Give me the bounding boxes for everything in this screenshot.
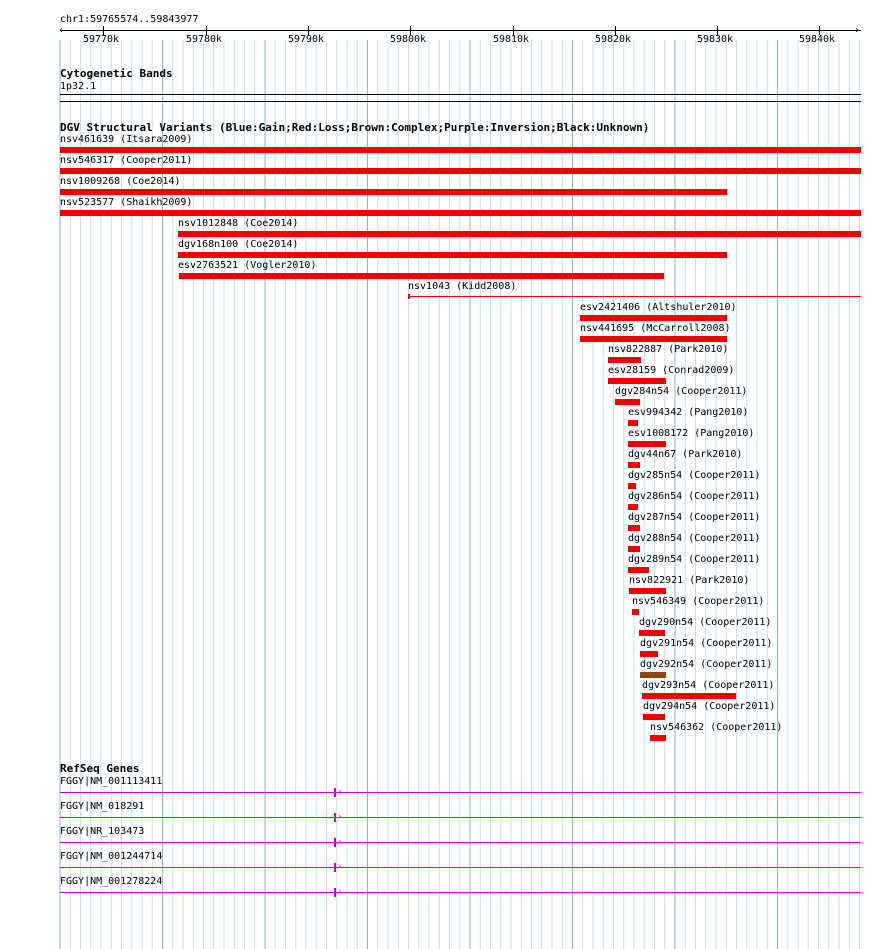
dgv-feature-label[interactable]: nsv546317 (Cooper2011) [60, 155, 193, 166]
dgv-feature-label[interactable]: dgv294n54 (Cooper2011) [643, 701, 776, 712]
dgv-feature-bar[interactable] [642, 693, 736, 699]
dgv-feature-label[interactable]: dgv288n54 (Cooper2011) [628, 533, 761, 544]
refseq-track-title: RefSeq Genes [60, 762, 140, 775]
ruler-coordinates: chr1:59765574..59843977 [60, 14, 199, 25]
dgv-feature-label[interactable]: esv994342 (Pang2010) [628, 407, 749, 418]
refseq-strand-arrow-icon: › [337, 787, 343, 797]
dgv-feature-bar[interactable] [608, 378, 666, 384]
dgv-feature-label[interactable]: nsv441695 (McCarroll2008) [580, 323, 731, 334]
dgv-feature-bar[interactable] [628, 525, 640, 531]
dgv-feature-bar[interactable] [639, 630, 665, 636]
dgv-feature-label[interactable]: nsv1009268 (Coe2014) [60, 176, 181, 187]
ruler-tick-label: 59840k [798, 34, 836, 45]
dgv-feature-bar[interactable] [580, 315, 727, 321]
ruler-tick-label: 59820k [594, 34, 632, 45]
dgv-feature-label[interactable]: dgv290n54 (Cooper2011) [639, 617, 772, 628]
refseq-exon-mark [334, 813, 336, 822]
dgv-feature-bar[interactable] [615, 399, 640, 405]
dgv-feature-label[interactable]: dgv285n54 (Cooper2011) [628, 470, 761, 481]
ruler-tick-label: 59790k [287, 34, 325, 45]
dgv-feature-label[interactable]: dgv292n54 (Cooper2011) [640, 659, 773, 670]
dgv-feature-bar[interactable] [178, 252, 727, 258]
dgv-feature-bar[interactable] [60, 189, 727, 195]
dgv-feature-label[interactable]: esv28159 (Conrad2009) [608, 365, 735, 376]
dgv-feature-bar[interactable] [640, 651, 658, 657]
ruler-tick-label: 59800k [389, 34, 427, 45]
dgv-feature-label[interactable]: dgv168n100 (Coe2014) [178, 239, 299, 250]
dgv-feature-bar[interactable] [60, 147, 861, 153]
refseq-strand-arrow-icon: › [337, 862, 343, 872]
dgv-feature-bar[interactable] [628, 567, 649, 573]
dgv-feature-bar[interactable] [628, 420, 638, 426]
refseq-exon-mark [334, 788, 336, 797]
refseq-strand-arrow-icon: › [337, 887, 343, 897]
dgv-feature-label[interactable]: dgv289n54 (Cooper2011) [628, 554, 761, 565]
dgv-feature-bar[interactable] [628, 441, 666, 447]
dgv-feature-bar[interactable] [643, 714, 665, 720]
dgv-feature-label[interactable]: nsv822887 (Park2010) [608, 344, 729, 355]
dgv-feature-bar[interactable] [628, 546, 640, 552]
ruler-right-arrow-icon: › [854, 25, 861, 36]
dgv-feature-bar[interactable] [60, 210, 861, 216]
dgv-feature-bar[interactable] [632, 609, 639, 615]
dgv-feature-label[interactable]: nsv822921 (Park2010) [629, 575, 750, 586]
dgv-feature-start-mark [408, 294, 410, 299]
ruler-axis [60, 30, 861, 31]
dgv-feature-label[interactable]: dgv286n54 (Cooper2011) [628, 491, 761, 502]
refseq-gene-label[interactable]: FGGY|NR_103473 [60, 826, 145, 837]
dgv-feature-label[interactable]: nsv1043 (Kidd2008) [408, 281, 517, 292]
ruler-left-arrow-icon: ‹ [58, 25, 65, 36]
dgv-track-title: DGV Structural Variants (Blue:Gain;Red:Loss;Brown:Complex;Purple:Inversion;Black:Unknown) [60, 121, 650, 134]
ruler-tick-label: 59830k [696, 34, 734, 45]
refseq-gene-label[interactable]: FGGY|NM_001113411 [60, 776, 163, 787]
dgv-feature-label[interactable]: dgv293n54 (Cooper2011) [642, 680, 775, 691]
dgv-feature-bar[interactable] [629, 588, 666, 594]
dgv-feature-label[interactable]: esv1008172 (Pang2010) [628, 428, 755, 439]
dgv-feature-bar[interactable] [408, 296, 861, 297]
dgv-feature-label[interactable]: dgv291n54 (Cooper2011) [640, 638, 773, 649]
cytoband-track-title: Cytogenetic Bands [60, 67, 173, 80]
dgv-feature-label[interactable]: nsv546362 (Cooper2011) [650, 722, 783, 733]
refseq-strand-arrow-icon: › [337, 837, 343, 847]
ruler-tick-label: 59810k [492, 34, 530, 45]
dgv-feature-bar[interactable] [628, 483, 636, 489]
refseq-gene-line[interactable] [60, 792, 861, 793]
refseq-gene-line[interactable] [60, 842, 861, 843]
dgv-feature-bar[interactable] [640, 672, 666, 678]
dgv-feature-label[interactable]: esv2763521 (Vogler2010) [178, 260, 317, 271]
dgv-feature-bar[interactable] [60, 168, 861, 174]
dgv-feature-label[interactable]: dgv287n54 (Cooper2011) [628, 512, 761, 523]
cytoband-label: 1p32.1 [60, 81, 97, 92]
dgv-feature-bar[interactable] [580, 336, 727, 342]
ruler-tick-label: 59770k [82, 34, 120, 45]
dgv-feature-bar[interactable] [608, 357, 641, 363]
cytoband-top-line [60, 94, 861, 95]
refseq-gene-label[interactable]: FGGY|NM_001244714 [60, 851, 163, 862]
dgv-feature-label[interactable]: esv2421406 (Altshuler2010) [580, 302, 737, 313]
dgv-feature-label[interactable]: nsv1012848 (Coe2014) [178, 218, 299, 229]
refseq-exon-mark [334, 838, 336, 847]
cytoband-bottom-line [60, 101, 861, 102]
dgv-feature-label[interactable]: dgv44n67 (Park2010) [628, 449, 743, 460]
dgv-feature-label[interactable]: nsv461639 (Itsara2009) [60, 134, 193, 145]
dgv-feature-bar[interactable] [179, 273, 664, 279]
dgv-feature-bar[interactable] [628, 504, 638, 510]
dgv-feature-bar[interactable] [650, 735, 666, 741]
dgv-feature-label[interactable]: dgv284n54 (Cooper2011) [615, 386, 748, 397]
refseq-gene-line[interactable] [60, 892, 861, 893]
dgv-feature-label[interactable]: nsv546349 (Cooper2011) [632, 596, 765, 607]
refseq-gene-label[interactable]: FGGY|NM_018291 [60, 801, 145, 812]
refseq-gene-line[interactable] [60, 817, 861, 818]
dgv-feature-bar[interactable] [628, 462, 640, 468]
refseq-strand-arrow-icon: › [337, 812, 343, 822]
refseq-gene-label[interactable]: FGGY|NM_001278224 [60, 876, 163, 887]
refseq-exon-mark [334, 863, 336, 872]
refseq-exon-mark [334, 888, 336, 897]
ruler-tick-label: 59780k [185, 34, 223, 45]
dgv-feature-bar[interactable] [178, 231, 861, 237]
dgv-feature-label[interactable]: nsv523577 (Shaikh2009) [60, 197, 193, 208]
refseq-gene-line[interactable] [60, 867, 861, 868]
